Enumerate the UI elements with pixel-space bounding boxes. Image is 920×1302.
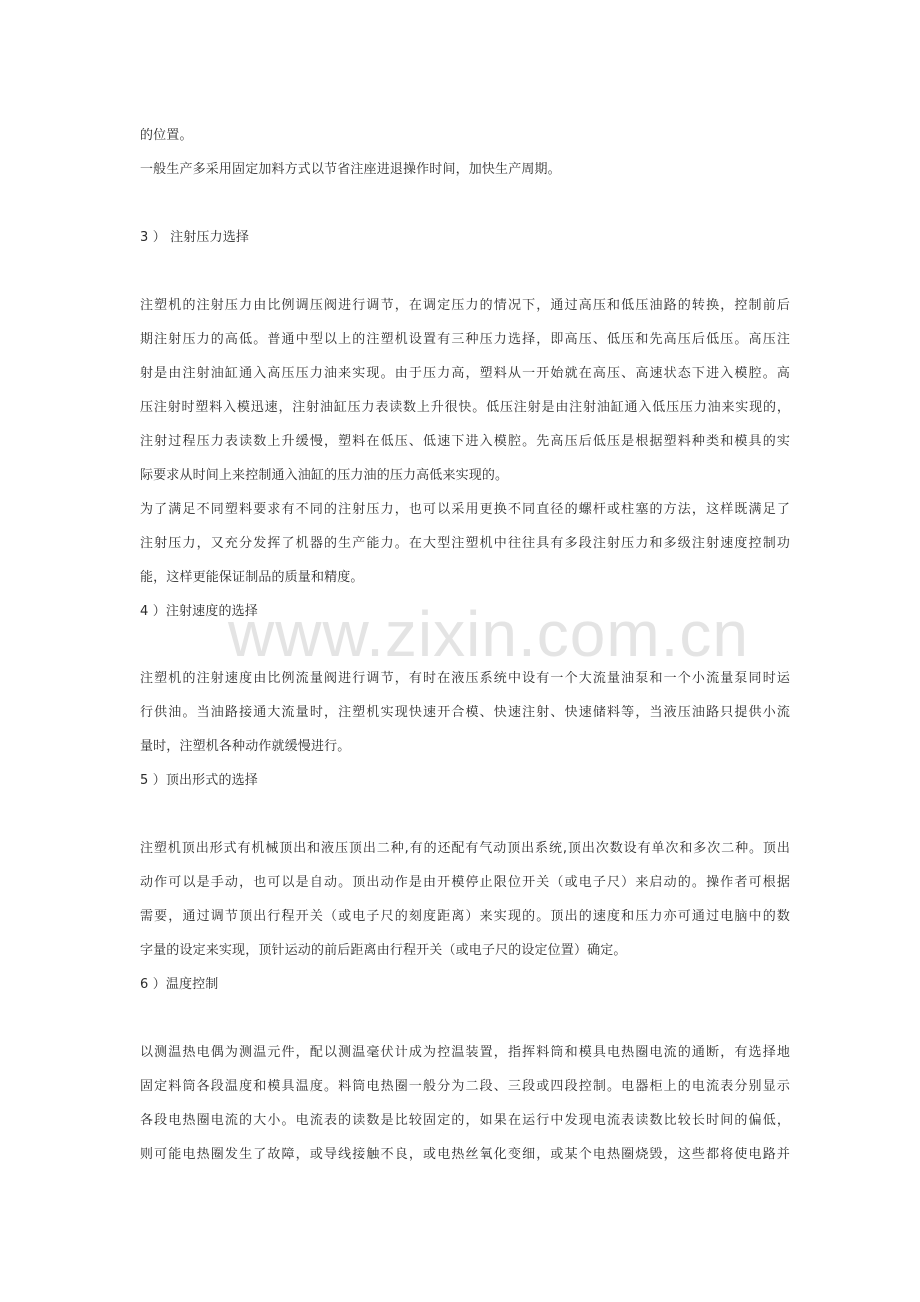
paragraph-line: 注塑机的注射速度由比例流量阀进行调节，有时在液压系统中设有一个大流量油泵和一个小流量泵同时运 <box>140 671 790 686</box>
text-line-production-note: 一般生产多采用固定加料方式以节省注座进退操作时间，加快生产周期。 <box>140 162 561 177</box>
paragraph-line: 注塑机的注射压力由比例调压阀进行调节，在调定压力的情况下，通过高压和低压油路的转换，控制前后 <box>140 298 790 313</box>
section-heading-temperature-control: 6 ）温度控制 <box>140 977 219 992</box>
paragraph-line: 以测温热电偶为测温元件，配以测温毫伏计成为控温装置，指挥料筒和模具电热圈电流的通断，有选择地 <box>140 1045 790 1060</box>
paragraph-line: 际要求从时间上来控制通入油缸的压力油的压力高低来实现的。 <box>140 468 509 483</box>
section-heading-injection-speed: 4 ）注射速度的选择 <box>140 604 258 619</box>
paragraph-line: 注射过程压力表读数上升缓慢，塑料在低压、低速下进入模腔。先高压后低压是根据塑料种类和模具的实 <box>140 434 790 449</box>
paragraph-line: 射是由注射油缸通入高压压力油来实现。由于压力高，塑料从一开始就在高压、高速状态下进入模腔。高 <box>140 366 790 381</box>
paragraph-line: 字量的设定来实现，顶针运动的前后距离由行程开关（或电子尺的设定位置）确定。 <box>140 943 627 958</box>
paragraph-line: 压注射时塑料入模迅速，注射油缸压力表读数上升很快。低压注射是由注射油缸通入低压压力油来实现的， <box>140 400 790 415</box>
paragraph-line: 需要，通过调节顶出行程开关（或电子尺的刻度距离）来实现的。顶出的速度和压力亦可通过电脑中的数 <box>140 909 790 924</box>
paragraph-line: 则可能电热圈发生了故障，或导线接触不良，或电热丝氧化变细，或某个电热圈烧毁，这些都将使电路并 <box>140 1147 790 1162</box>
paragraph-line: 期注射压力的高低。普通中型以上的注塑机设置有三种压力选择，即高压、低压和先高压后低压。高压注 <box>140 332 790 347</box>
paragraph-line: 各段电热圈电流的大小。电流表的读数是比较固定的，如果在运行中发现电流表读数比较长时间的偏低， <box>140 1113 790 1128</box>
paragraph-line: 能，这样更能保证制品的质量和精度。 <box>140 570 364 585</box>
paragraph-line: 量时，注塑机各种动作就缓慢进行。 <box>140 739 351 754</box>
paragraph-line: 注塑机顶出形式有机械顶出和液压顶出二种,有的还配有气动顶出系统,顶出次数设有单次和多次二种。顶出 <box>140 841 790 856</box>
section-heading-injection-pressure: 3 ） 注射压力选择 <box>140 230 250 245</box>
watermark-text: www.zixin.com.cn <box>228 598 749 670</box>
paragraph-line: 动作可以是手动，也可以是自动。顶出动作是由开模停止限位开关（或电子尺）来启动的。操作者可根据 <box>140 875 790 890</box>
paragraph-line: 行供油。当油路接通大流量时，注塑机实现快速开合模、快速注射、快速储料等，当液压油路只提供小流 <box>140 705 790 720</box>
section-heading-ejection-type: 5 ）顶出形式的选择 <box>140 773 258 788</box>
paragraph-line: 固定料筒各段温度和模具温度。料筒电热圈一般分为二段、三段或四段控制。电器柜上的电流表分别显示 <box>140 1079 790 1094</box>
paragraph-line: 为了满足不同塑料要求有不同的注射压力，也可以采用更换不同直径的螺杆或柱塞的方法，这样既满足了 <box>140 502 790 517</box>
paragraph-line: 注射压力，又充分发挥了机器的生产能力。在大型注塑机中往往具有多段注射压力和多级注射速度控制功 <box>140 536 790 551</box>
text-line-continuation: 的位置。 <box>140 128 193 143</box>
